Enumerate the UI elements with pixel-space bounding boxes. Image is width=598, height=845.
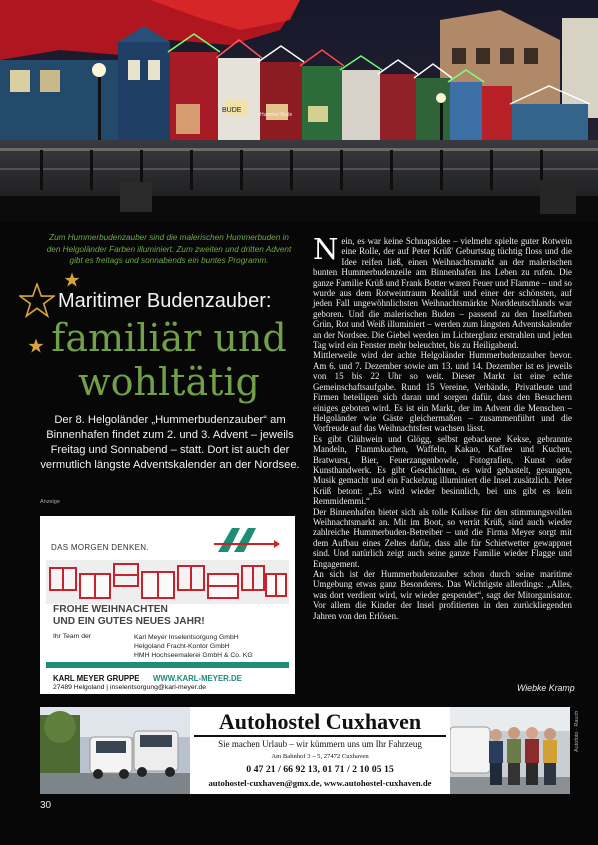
team-photo xyxy=(450,707,570,794)
ad-greeting-line-2: UND EIN GUTES NEUES JAHR! xyxy=(53,616,205,627)
gift-boxes-image xyxy=(46,560,289,604)
karl-meyer-ad[interactable] xyxy=(40,516,295,694)
ad-company: Karl Meyer Inselentsorgung GmbH xyxy=(134,634,239,641)
ad-greeting xyxy=(53,604,205,628)
star-small-icon xyxy=(64,272,80,288)
autohostel-divider xyxy=(194,735,446,737)
ad-brand: KARL MEYER GRUPPE xyxy=(53,674,140,683)
ad-company: HMH Hochseemalerei GmbH & Co. KG xyxy=(134,652,253,660)
article-body xyxy=(313,232,572,621)
article-paragraph: Mittlerweile wird der achte Helgoländer Hummerbudenzauber bevor. Am 6. und 7. Dezember sowie am 13. und 14. Dezember ist es jeweils von 15 bis 22 Uhr so weit. Dieser Markt ist eine echte Gemeinschaftsaufgabe. Rund 15 Vereine, Verbände, Privatleute und Firmen beteiligen sich daran und sorgen dafür, dass den Besuchern einiges geboten wird. Es ist ein Markt, der im Advent die Menschen – Helgoländer wie Gäste gleichermaßen – zusammenführt und die Vorfreude auf das Weihnachtsfest wachsen lässt. xyxy=(313,350,572,434)
headline-kicker: Maritimer Budenzauber: xyxy=(58,290,272,312)
karl-meyer-logo-icon xyxy=(210,524,280,554)
bude-sign: BUDE xyxy=(222,107,242,114)
parking-lot-photo xyxy=(40,707,190,794)
autohostel-phone: 0 47 21 / 66 92 13, 01 71 / 2 10 05 15 xyxy=(246,764,394,775)
article-paragraph: An sich ist der Hummerbudenzauber schon durch seine maritime Umgebung etwas ganz Besonderes. Das Wichtigste allerdings: „Alles, was dort verdient wird, wir wieder gespendet“, sagt der Mitorganisator. Vor allem die Kinder der Insel profitierten in den zurückliegenden Jahren von den Erlösen. xyxy=(313,569,572,621)
headline-title xyxy=(44,316,294,404)
article-paragraph xyxy=(313,232,572,351)
article-paragraph-text: ein, es war keine Schnapsidee – vielmehr spielte guter Rotwein eine Rolle, der auf Peter Krüß' Geburtstag tüchtig floss und die Idee reifen ließ, einen Weihnachtsmarkt an der malerischen bunten Hummerbudenzeile am Binnenhafen ins Leben zu rufen. Die ganze Familie Krüß und Frank Botter waren Feuer und Flamme – und so wurde aus dem Rotweintraum Realität und einer der schönsten, auf jeden Fall ungewöhnlichsten Weihnachtsmärkte Norddeutschlands war geboren. Und die malerischen Buden – passend zu den Inselfarben Grün, Rot und Weiß illuminiert – werden zum längsten Adventskalender an der Nordsee. Die Giebel werden im Lichterglanz erstrahlen und jeden Tag wird ein Fenster mehr beleuchtet, bis zu Heiligabend. xyxy=(313,236,572,351)
headline-line-1: familiär und xyxy=(51,316,287,360)
ad-slogan: DAS MORGEN DENKEN. xyxy=(51,543,149,552)
autohostel-tagline: Sie machen Urlaub – wir kümmern uns um Ihr Fahrzeug xyxy=(218,739,422,749)
page-number: 30 xyxy=(40,800,52,811)
ad-company: Helgoland Fracht-Kontor GmbH xyxy=(134,643,230,651)
photo-caption: Zum Hummerbudenzauber sind die malerischen Hummerbuden in den Helgoländer Farben illuminiert. Zum zweiten und dritten Advent gibt es freitags und sonnabends ein buntes Programm. xyxy=(46,233,292,265)
ad-website-link[interactable]: WWW.KARL-MEYER.DE xyxy=(153,674,242,683)
article-author: Wiebke Kramp xyxy=(517,683,575,693)
ad-address: 27489 Helgoland | inselentsorgung@karl-meyer.de xyxy=(53,684,207,691)
ad-team-label: Ihr Team der xyxy=(53,633,92,640)
article-paragraph: Es gibt Glühwein und Glögg, selbst gebackene Kekse, gebrannte Mandeln, Flammkuchen, Waffeln, Kakao, Kaffee und Kuchen, Bratwurst, Bier, Feuerzangenbowle, Fotografien, Kunst oder Kunsthandwerk. Es gibt Geschichten, es wird gebastelt, gesungen, Musik gemacht und ein Fackelzug illuminiert die Insel zusätzlich. Peter Krüß betont: „Es wird wieder besinnlich, bei uns gibt es kein Remmidemmi.“ xyxy=(313,433,572,507)
autohostel-info xyxy=(190,707,450,794)
star-outline-icon xyxy=(19,283,55,319)
ad-divider xyxy=(46,662,289,668)
article-lead: Der 8. Helgoländer „Hummerbudenzauber“ am Binnenhafen findet zum 2. und 3. Advent – jeweils Freitag und Sonnabend – statt. Dort ist auch der vermutlich längste Adventskalender an der Nordsee. xyxy=(40,414,300,471)
ad-label: Anzeige xyxy=(40,499,60,505)
header-photo xyxy=(0,0,598,222)
dropcap: N xyxy=(313,232,339,266)
ad-company-list xyxy=(134,633,253,661)
article-paragraph: Der Binnenhafen bietet sich als tolle Kulisse für den stimmungsvollen Weihnachtsmarkt an. Mit im Boot, so verrät Krüß, sind auch wieder zahlreiche Hummerbuden-Betreiber – und die Firma Meyer sorgt mit dem Aufbau eines Zeltes dafür, dass alle für Schietwetter gewappnet sind. Und natürlich zeigt auch seine ganze Familie wieder Flagge und Engagement. xyxy=(313,506,572,569)
ad-greeting-line-1: FROHE WEIHNACHTEN xyxy=(53,604,168,615)
autohostel-address: Am Bahnhof 3 – 5, 27472 Cuxhaven xyxy=(271,753,369,760)
autohostel-contact-link[interactable]: autohostel-cuxhaven@gmx.de, www.autohostel-cuxhaven.de xyxy=(208,778,432,788)
harbour-night-photo xyxy=(0,0,598,222)
star-filled-icon xyxy=(28,338,44,354)
photo-credit: Autofoto · Rauch xyxy=(574,710,580,752)
headline-line-2: wohltätig xyxy=(78,360,260,404)
autohostel-ad[interactable] xyxy=(40,707,570,794)
autohostel-title: Autohostel Cuxhaven xyxy=(218,709,422,734)
hummer-bude-sign: Hummer Bude xyxy=(260,112,293,118)
